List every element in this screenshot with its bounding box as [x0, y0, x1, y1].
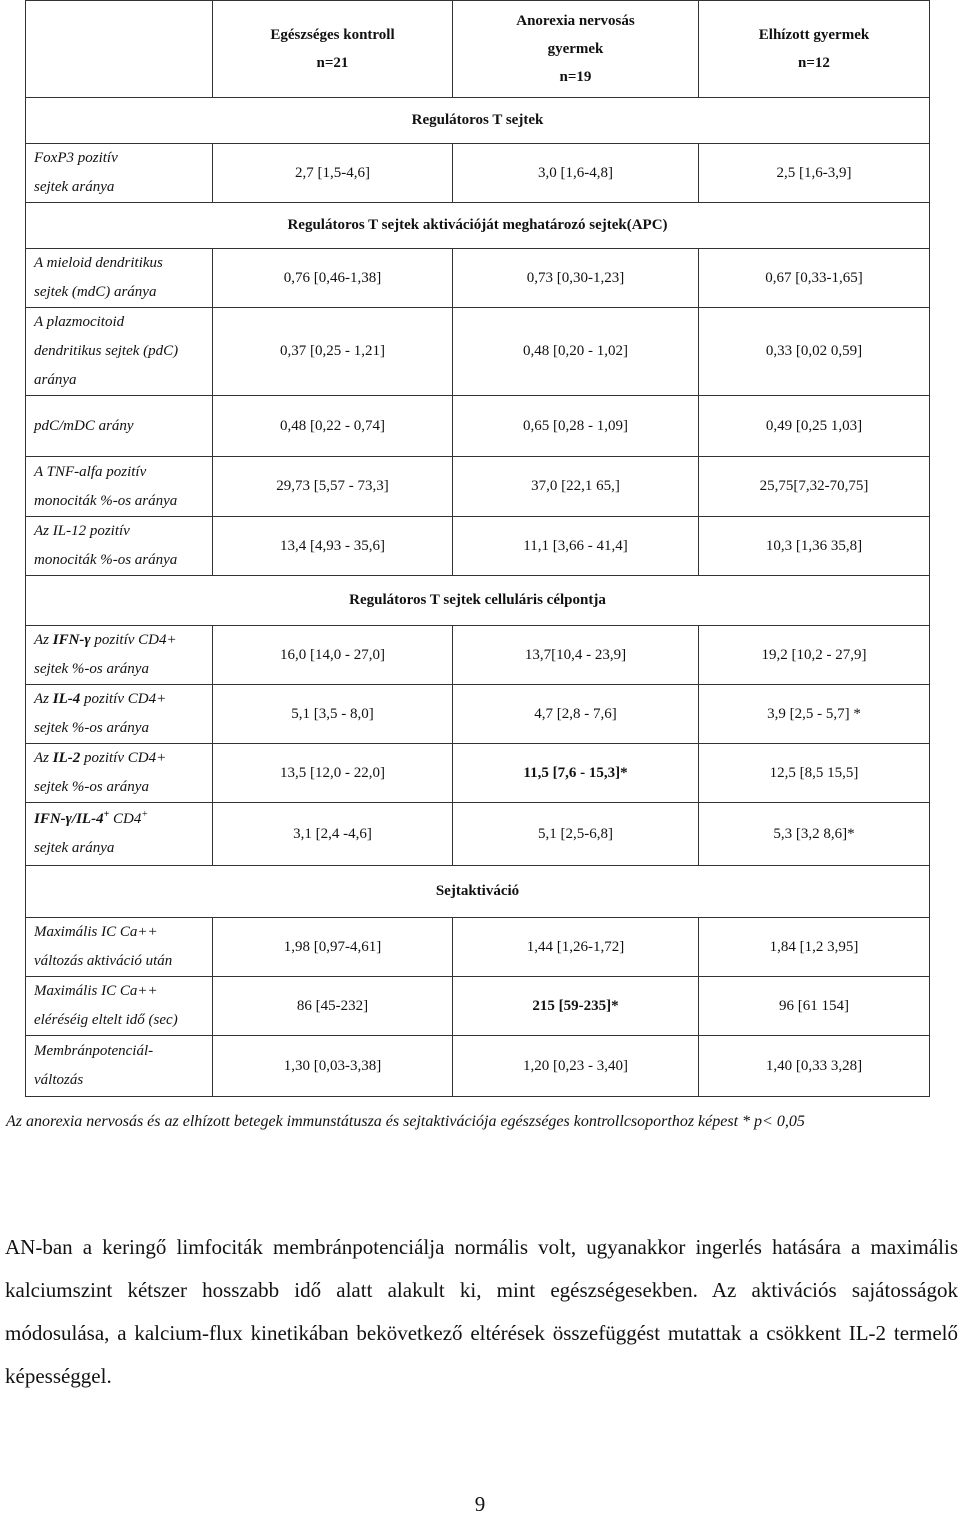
cell-mdc-control: 0,76 [0,46-1,38] — [213, 249, 453, 308]
table-row-tnf — [26, 457, 930, 517]
cell-ifng-il4-obese: 5,3 [3,2 8,6]* — [699, 803, 930, 866]
section-target: Regulátoros T sejtek celluláris célpontja — [26, 576, 930, 626]
cell-ifng-anorexia: 13,7[10,4 - 23,9] — [453, 626, 699, 685]
cell-il2-anorexia: 11,5 [7,6 - 15,3]* — [453, 744, 699, 803]
cell-tnf-obese: 25,75[7,32-70,75] — [699, 457, 930, 517]
table-row-mdc — [26, 249, 930, 308]
cell-ratio-obese: 0,49 [0,25 1,03] — [699, 396, 930, 457]
cell-ratio-anorexia: 0,65 [0,28 - 1,09] — [453, 396, 699, 457]
cell-tnf-control: 29,73 [5,57 - 73,3] — [213, 457, 453, 517]
cell-il4-obese: 3,9 [2,5 - 5,7] * — [699, 685, 930, 744]
table-row-ifng — [26, 626, 930, 685]
row-label-ratio: pdC/mDC arány — [26, 396, 213, 457]
row-label-ca-time: Maximális IC Ca++ eléréséig eltelt idő (sec) — [26, 977, 213, 1036]
header-control: Egészséges kontroll n=21 — [213, 1, 453, 98]
results-table — [25, 0, 930, 1097]
cell-il12-anorexia: 11,1 [3,66 - 41,4] — [453, 517, 699, 576]
cell-il4-control: 5,1 [3,5 - 8,0] — [213, 685, 453, 744]
row-label-membrane: Membránpotenciál- változás — [26, 1036, 213, 1097]
section-row-apc — [26, 203, 930, 249]
header-anorexia: Anorexia nervosás gyermek n=19 — [453, 1, 699, 98]
row-label-mdc: A mieloid dendritikus sejtek (mdC) aránya — [26, 249, 213, 308]
cell-foxp3-control: 2,7 [1,5-4,6] — [213, 144, 453, 203]
header-row — [26, 1, 930, 98]
cell-membrane-control: 1,30 [0,03-3,38] — [213, 1036, 453, 1097]
cell-ca-time-control: 86 [45-232] — [213, 977, 453, 1036]
section-treg: Regulátoros T sejtek — [26, 98, 930, 144]
table-row-il4 — [26, 685, 930, 744]
cell-ifng-obese: 19,2 [10,2 - 27,9] — [699, 626, 930, 685]
cell-ca-time-obese: 96 [61 154] — [699, 977, 930, 1036]
results-table-container — [25, 0, 929, 1097]
section-row-treg — [26, 98, 930, 144]
row-label-ifng: Az IFN-γ pozitív CD4+ sejtek %-os aránya — [26, 626, 213, 685]
row-label-il4: Az IL-4 pozitív CD4+ sejtek %-os aránya — [26, 685, 213, 744]
cell-ifng-il4-control: 3,1 [2,4 -4,6] — [213, 803, 453, 866]
cell-membrane-obese: 1,40 [0,33 3,28] — [699, 1036, 930, 1097]
row-label-foxp3: FoxP3 pozitív sejtek aránya — [26, 144, 213, 203]
cell-ratio-control: 0,48 [0,22 - 0,74] — [213, 396, 453, 457]
row-label-tnf: A TNF-alfa pozitív monociták %-os aránya — [26, 457, 213, 517]
cell-ca-max-obese: 1,84 [1,2 3,95] — [699, 918, 930, 977]
table-row-membrane — [26, 1036, 930, 1097]
body-paragraph-container — [5, 1226, 958, 1398]
section-row-activation — [26, 866, 930, 918]
cell-ifng-control: 16,0 [14,0 - 27,0] — [213, 626, 453, 685]
table-caption: Az anorexia nervosás és az elhízott betegek immunstátusza és sejtaktivációja egészséges kontrollcsoporthoz képest * p< 0,05 — [6, 1113, 805, 1130]
row-label-ca-max: Maximális IC Ca++ változás aktiváció után — [26, 918, 213, 977]
table-row-ratio — [26, 396, 930, 457]
cell-ca-max-control: 1,98 [0,97-4,61] — [213, 918, 453, 977]
table-row-foxp3 — [26, 144, 930, 203]
section-activation: Sejtaktiváció — [26, 866, 930, 918]
cell-il2-obese: 12,5 [8,5 15,5] — [699, 744, 930, 803]
section-row-target — [26, 576, 930, 626]
cell-il4-anorexia: 4,7 [2,8 - 7,6] — [453, 685, 699, 744]
row-label-pdc: A plazmocitoid dendritikus sejtek (pdC) aránya — [26, 308, 213, 396]
header-corner-cell — [26, 1, 213, 98]
page-number: 9 — [474, 1492, 486, 1516]
row-label-il12: Az IL-12 pozitív monociták %-os aránya — [26, 517, 213, 576]
cell-ca-time-anorexia: 215 [59-235]* — [453, 977, 699, 1036]
section-apc: Regulátoros T sejtek aktivációját meghatározó sejtek(APC) — [26, 203, 930, 249]
cell-ca-max-anorexia: 1,44 [1,26-1,72] — [453, 918, 699, 977]
cell-pdc-anorexia: 0,48 [0,20 - 1,02] — [453, 308, 699, 396]
table-row-ca-max — [26, 918, 930, 977]
table-row-ifng-il4-ratio — [26, 803, 930, 866]
cell-foxp3-obese: 2,5 [1,6-3,9] — [699, 144, 930, 203]
header-obese: Elhízott gyermek n=12 — [699, 1, 930, 98]
row-label-il2: Az IL-2 pozitív CD4+ sejtek %-os aránya — [26, 744, 213, 803]
cell-mdc-obese: 0,67 [0,33-1,65] — [699, 249, 930, 308]
table-row-il12 — [26, 517, 930, 576]
cell-mdc-anorexia: 0,73 [0,30-1,23] — [453, 249, 699, 308]
cell-foxp3-anorexia: 3,0 [1,6-4,8] — [453, 144, 699, 203]
cell-membrane-anorexia: 1,20 [0,23 - 3,40] — [453, 1036, 699, 1097]
row-label-ifng-il4-ratio: IFN-γ/IL-4+ CD4+ sejtek aránya — [26, 803, 213, 866]
table-row-il2 — [26, 744, 930, 803]
body-paragraph: AN-ban a keringő limfociták membránpotenciálja normális volt, ugyanakkor ingerlés hatására a maximális kalciumszint kétszer hosszabb idő alatt alakult ki, mint egészségesekben. Az aktivációs sajátosságok módosulása, a kalcium-flux kinetikában bekövetkező eltérések összefüggést mutattak a csökkent IL-2 termelő képességgel. — [5, 1235, 958, 1388]
cell-il12-obese: 10,3 [1,36 35,8] — [699, 517, 930, 576]
cell-il2-control: 13,5 [12,0 - 22,0] — [213, 744, 453, 803]
cell-tnf-anorexia: 37,0 [22,1 65,] — [453, 457, 699, 517]
table-row-pdc — [26, 308, 930, 396]
cell-ifng-il4-anorexia: 5,1 [2,5-6,8] — [453, 803, 699, 866]
table-row-ca-time — [26, 977, 930, 1036]
cell-pdc-obese: 0,33 [0,02 0,59] — [699, 308, 930, 396]
cell-pdc-control: 0,37 [0,25 - 1,21] — [213, 308, 453, 396]
cell-il12-control: 13,4 [4,93 - 35,6] — [213, 517, 453, 576]
